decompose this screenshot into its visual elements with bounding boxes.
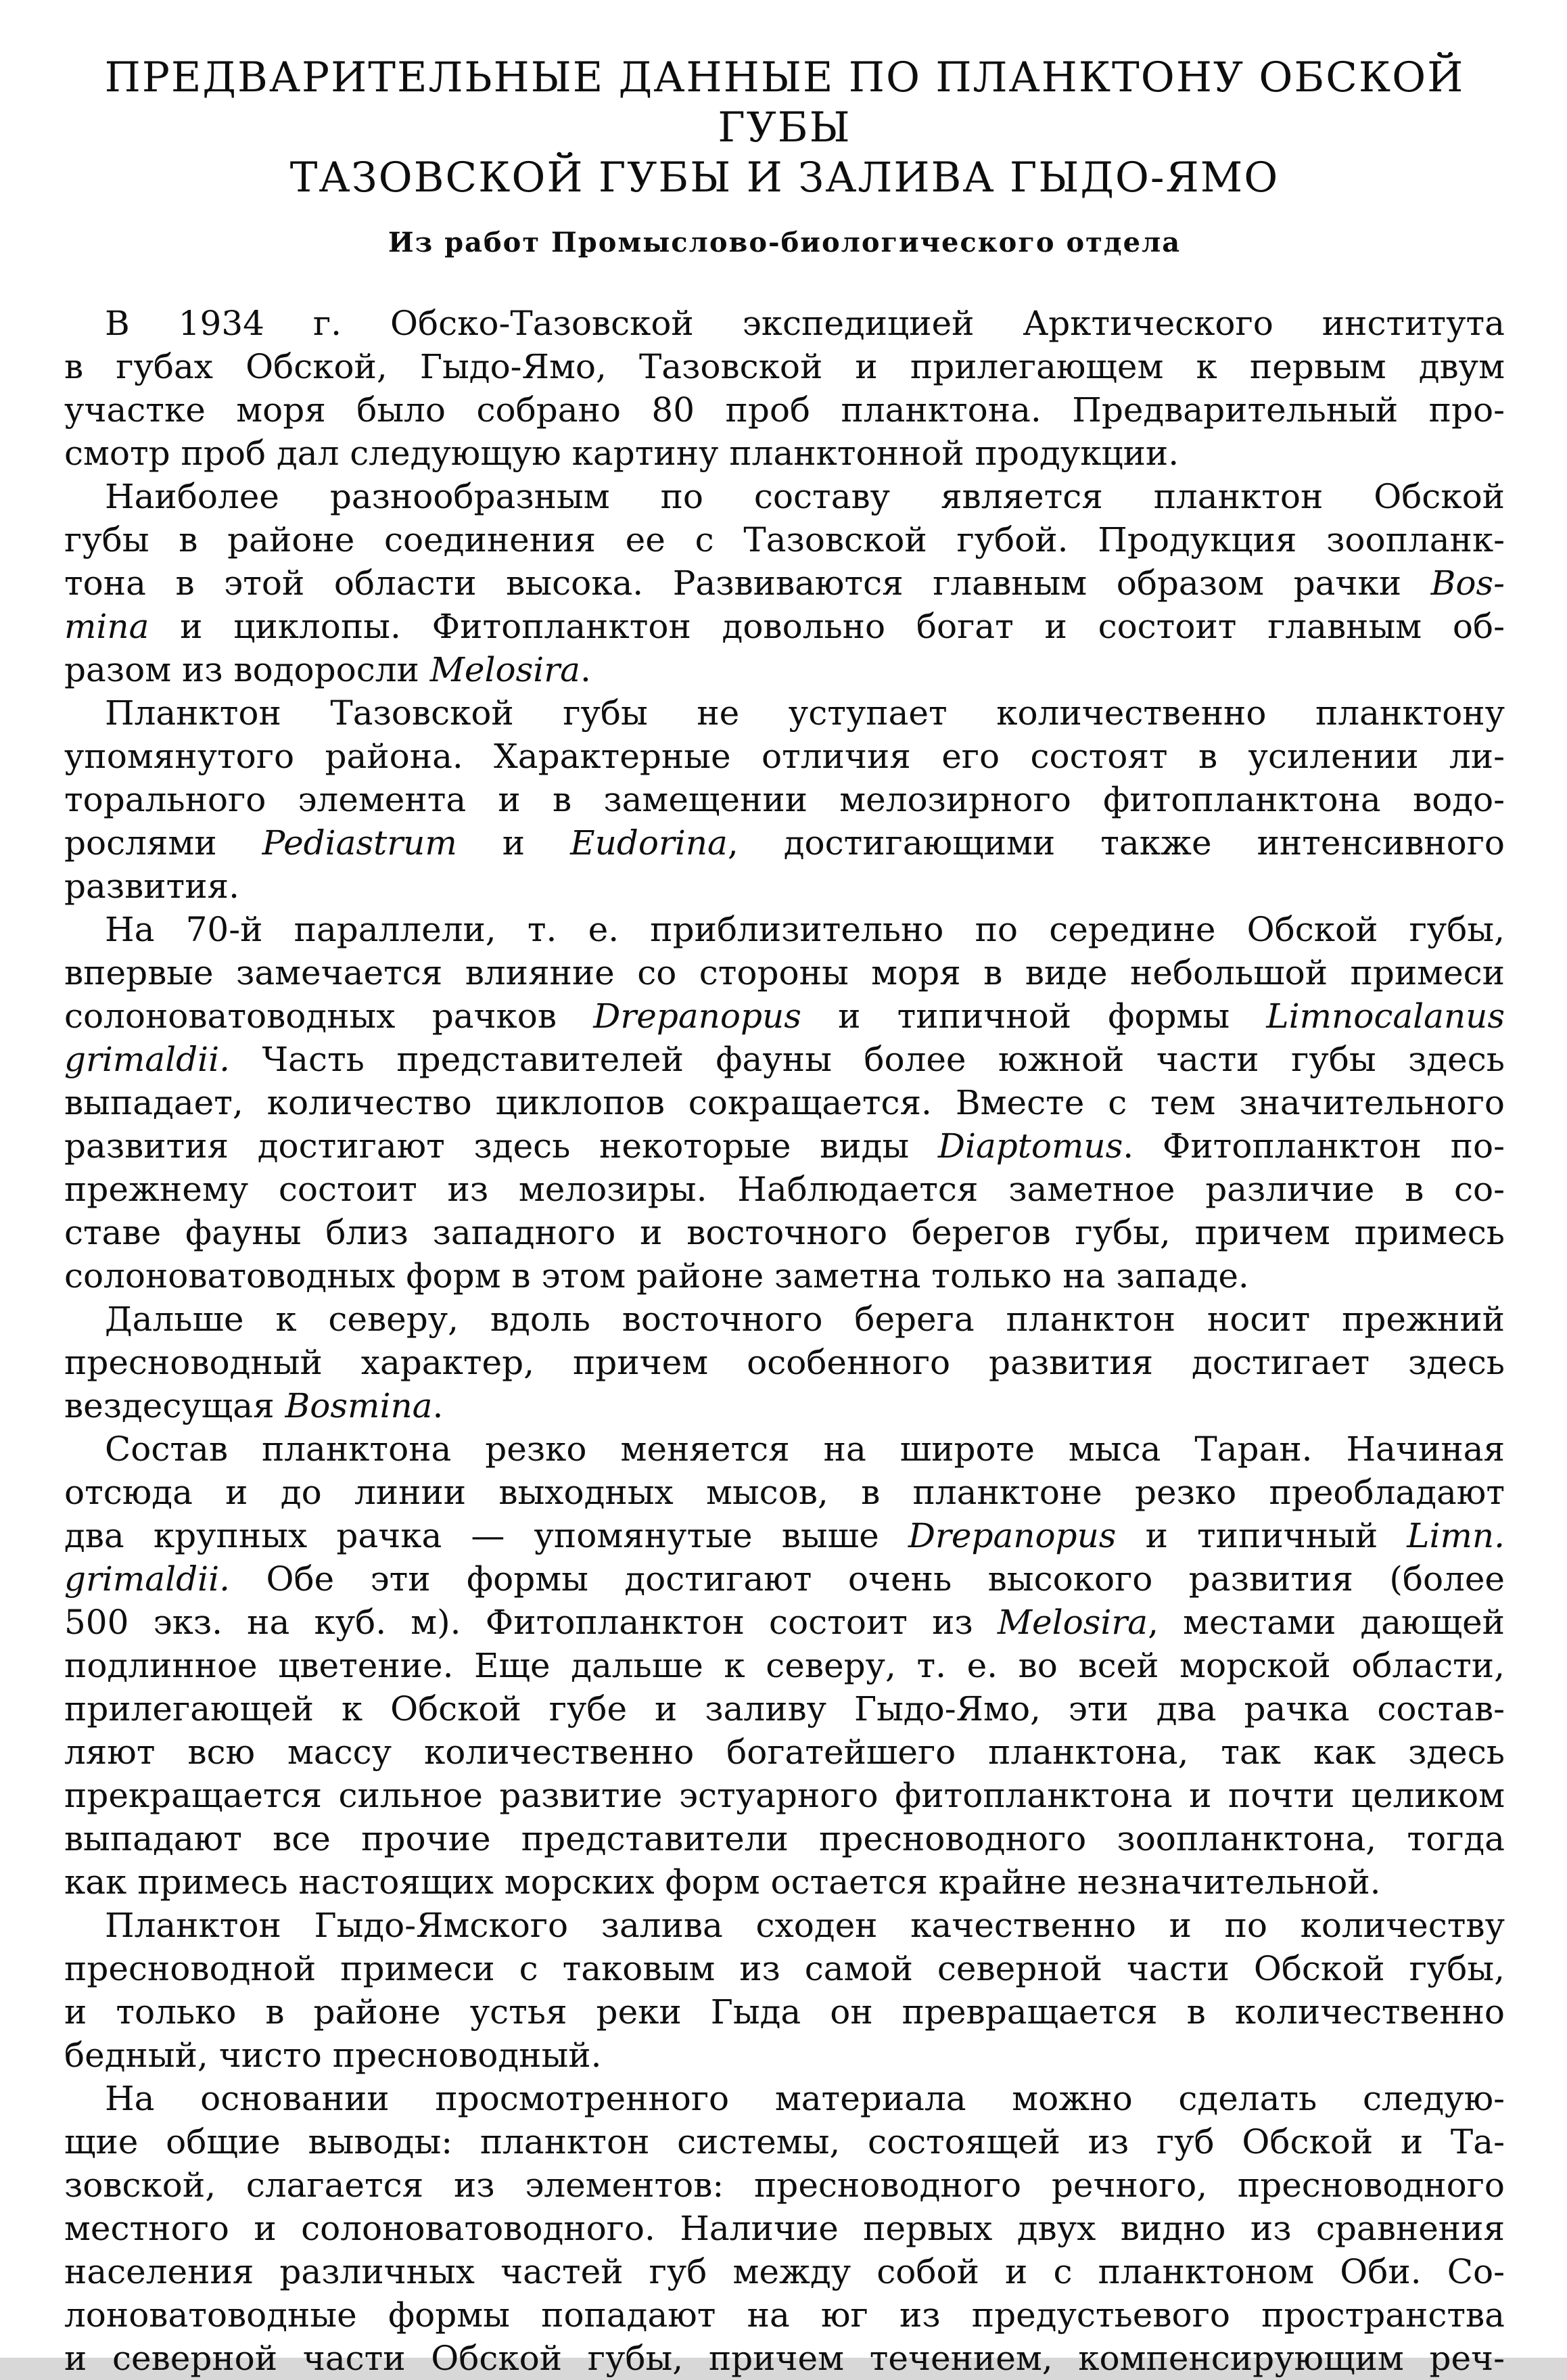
- text-segment: Наиболее разнообразным по составу является планктон Обской: [105, 477, 1505, 516]
- species-name: Bos-: [1430, 564, 1505, 603]
- text-line: [64, 821, 1505, 865]
- text-line: [64, 2077, 1505, 2120]
- text-line: [64, 908, 1505, 951]
- text-segment: прекращается сильное развитие эстуарного фитопланктона и почти целиком: [64, 1776, 1505, 1815]
- text-segment: населения различных частей губ между собой и с планктоном Оби. Со-: [64, 2252, 1505, 2291]
- text-segment: Планктон Тазовской губы не уступает количественно планктону: [105, 693, 1505, 733]
- text-segment: смотр проб дал следующую картину планктонной продукции.: [64, 434, 1179, 473]
- text-segment: , местами дающей: [1148, 1603, 1505, 1642]
- text-segment: бедный, чисто пресноводный.: [64, 2036, 602, 2075]
- text-line: [64, 1557, 1505, 1601]
- text-segment: зовской, слагается из элементов: пресноводного речного, пресноводного: [64, 2166, 1505, 2205]
- text-segment: Состав планктона резко меняется на широте мыса Таран. Начиная: [105, 1429, 1505, 1469]
- text-segment: Обе эти формы достигают очень высокого развития (более: [230, 1559, 1505, 1599]
- text-line: [64, 1904, 1505, 1947]
- text-segment: В 1934 г. Обско-Тазовской экспедицией Арктического института: [105, 304, 1505, 343]
- text-line: [64, 475, 1505, 518]
- text-line: [64, 1817, 1505, 1860]
- text-segment: как примесь настоящих морских форм остается крайне незначительной.: [64, 1862, 1381, 1902]
- text-segment: прежнему состоит из мелозиры. Наблюдается заметное различие в со-: [64, 1170, 1505, 1209]
- text-line: [64, 1990, 1505, 2034]
- text-line: [64, 691, 1505, 735]
- paragraph: [64, 1427, 1505, 1904]
- text-segment: лоноватоводные формы попадают на юг из предустьевого пространства: [64, 2295, 1505, 2335]
- text-line: [64, 1860, 1505, 1904]
- paragraph: [64, 1904, 1505, 2077]
- text-segment: торального элемента и в замещении мелозирного фитопланктона водо-: [64, 780, 1505, 819]
- text-segment: местного и солоноватоводного. Наличие первых двух видно из сравнения: [64, 2209, 1505, 2248]
- text-segment: выпадает, количество циклопов сокращается. Вместе с тем значительного: [64, 1083, 1505, 1122]
- paragraph: [64, 475, 1505, 691]
- paragraph: [64, 1298, 1505, 1427]
- species-name: Eudorina: [570, 823, 728, 863]
- text-line: [64, 2250, 1505, 2293]
- paragraph: [64, 2077, 1505, 2380]
- species-name: Melosira: [429, 650, 580, 689]
- text-segment: пресноводной примеси с таковым из самой северной части Обской губы,: [64, 1949, 1505, 1988]
- text-segment: солоноватоводных форм в этом районе заметна только на западе.: [64, 1256, 1249, 1296]
- text-segment: Дальше к северу, вдоль восточного берега планктон носит прежний: [105, 1300, 1505, 1339]
- text-line: [64, 994, 1505, 1038]
- text-line: [64, 302, 1505, 345]
- text-segment: отсюда и до линии выходных мысов, в планктоне резко преобладают: [64, 1473, 1505, 1512]
- text-segment: упомянутого района. Характерные отличия его состоят в усилении ли-: [64, 737, 1505, 776]
- article-body: [64, 302, 1505, 2380]
- text-segment: прилегающей к Обской губе и заливу Гыдо-Ямо, эти два рачка состав-: [64, 1689, 1505, 1729]
- text-line: [64, 2293, 1505, 2337]
- text-line: [64, 1774, 1505, 1817]
- text-line: [64, 1427, 1505, 1471]
- text-segment: На 70-й параллели, т. е. приблизительно по середине Обской губы,: [105, 910, 1505, 949]
- text-line: [64, 1211, 1505, 1254]
- text-line: [64, 1471, 1505, 1514]
- text-segment: и типичный: [1116, 1516, 1407, 1555]
- text-line: [64, 1514, 1505, 1557]
- text-line: [64, 2207, 1505, 2250]
- text-line: [64, 605, 1505, 648]
- text-segment: и циклопы. Фитопланктон довольно богат и состоит главным об-: [149, 607, 1505, 646]
- text-line: [64, 951, 1505, 994]
- text-line: [64, 865, 1505, 908]
- text-segment: участке моря было собрано 80 проб планктона. Предварительный про-: [64, 390, 1505, 430]
- text-line: [64, 1168, 1505, 1211]
- text-segment: пресноводный характер, причем особенного развития достигает здесь: [64, 1343, 1505, 1382]
- page-title-line-1: ПРЕДВАРИТЕЛЬНЫЕ ДАННЫЕ ПО ПЛАНКТОНУ ОБСКОЙ ГУБЫ: [104, 53, 1465, 152]
- text-segment: развития.: [64, 867, 239, 906]
- text-segment: , достигающими также интенсивного: [727, 823, 1505, 863]
- text-segment: 500 экз. на куб. м). Фитопланктон состоит из: [64, 1603, 998, 1642]
- text-segment: .: [580, 650, 591, 689]
- text-line: [64, 1038, 1505, 1081]
- paragraph: [64, 691, 1505, 908]
- text-line: [64, 1687, 1505, 1731]
- paragraph: [64, 302, 1505, 475]
- species-name: Pediastrum: [262, 823, 457, 863]
- text-line: [64, 1384, 1505, 1427]
- text-line: [64, 1947, 1505, 1990]
- text-line: [64, 735, 1505, 778]
- text-line: [64, 432, 1505, 475]
- text-line: [64, 562, 1505, 605]
- text-line: [64, 2337, 1505, 2380]
- text-line: [64, 2120, 1505, 2164]
- text-line: [64, 1081, 1505, 1124]
- text-line: [64, 345, 1505, 388]
- text-segment: разом из водоросли: [64, 650, 430, 689]
- page-title-line-2: ТАЗОВСКОЙ ГУБЫ И ЗАЛИВА ГЫДО-ЯМО: [289, 154, 1280, 202]
- species-name: Diaptomus: [937, 1126, 1123, 1166]
- text-segment: Часть представителей фауны более южной части губы здесь: [230, 1040, 1505, 1079]
- species-name: Limn.: [1407, 1516, 1505, 1555]
- text-line: [64, 1254, 1505, 1298]
- text-line: [64, 1298, 1505, 1341]
- species-name: Melosira: [997, 1603, 1148, 1642]
- text-segment: два крупных рачка — упомянутые выше: [64, 1516, 908, 1555]
- text-line: [64, 1731, 1505, 1774]
- species-name: grimaldii.: [64, 1559, 230, 1599]
- text-line: [64, 2164, 1505, 2207]
- text-line: [64, 1601, 1505, 1644]
- text-segment: губы в районе соединения ее с Тазовской губой. Продукция зоопланк-: [64, 520, 1505, 559]
- text-segment: Планктон Гыдо-Ямского залива сходен качественно и по количеству: [105, 1906, 1505, 1945]
- text-line: [64, 518, 1505, 562]
- text-segment: развития достигают здесь некоторые виды: [64, 1126, 938, 1166]
- text-segment: подлинное цветение. Еще дальше к северу, т. е. во всей морской области,: [64, 1646, 1505, 1685]
- text-line: [64, 1341, 1505, 1384]
- text-segment: . Фитопланктон по-: [1123, 1126, 1505, 1166]
- page-subtitle: Из работ Промыслово-биологического отдела: [388, 227, 1182, 258]
- text-segment: впервые замечается влияние со стороны моря в виде небольшой примеси: [64, 953, 1505, 992]
- text-segment: и северной части Обской губы, причем течением, компенсирующим реч-: [64, 2339, 1505, 2378]
- text-segment: тона в этой области высока. Развиваются главным образом рачки: [64, 564, 1431, 603]
- text-line: [64, 1644, 1505, 1687]
- paragraph: [64, 908, 1505, 1298]
- text-segment: ставе фауны близ западного и восточного берегов губы, причем примесь: [64, 1213, 1505, 1252]
- text-line: [64, 1124, 1505, 1168]
- text-line: [64, 2034, 1505, 2077]
- text-segment: рослями: [64, 823, 262, 863]
- text-segment: в губах Обской, Гыдо-Ямо, Тазовской и прилегающем к первым двум: [64, 347, 1505, 386]
- text-segment: щие общие выводы: планктон системы, состоящей из губ Обской и Та-: [64, 2122, 1505, 2161]
- text-line: [64, 388, 1505, 432]
- text-segment: солоноватоводных рачков: [64, 997, 594, 1036]
- text-segment: вездесущая: [64, 1386, 285, 1425]
- text-segment: и: [457, 823, 571, 863]
- text-segment: выпадают все прочие представители пресноводного зоопланктона, тогда: [64, 1819, 1505, 1858]
- page-title: [64, 53, 1505, 203]
- text-line: [64, 778, 1505, 821]
- species-name: Limnocalanus: [1266, 997, 1505, 1036]
- text-line: [64, 648, 1505, 691]
- species-name: mina: [64, 607, 149, 646]
- species-name: grimaldii.: [64, 1040, 230, 1079]
- text-segment: На основании просмотренного материала можно сделать следую-: [105, 2079, 1505, 2118]
- text-segment: .: [432, 1386, 444, 1425]
- species-name: Drepanopus: [908, 1516, 1117, 1555]
- text-segment: и только в районе устья реки Гыда он превращается в количественно: [64, 1992, 1505, 2032]
- text-segment: и типичной формы: [801, 997, 1267, 1036]
- text-segment: ляют всю массу количественно богатейшего планктона, так как здесь: [64, 1733, 1505, 1772]
- species-name: Bosmina: [285, 1386, 433, 1425]
- species-name: Drepanopus: [593, 997, 801, 1036]
